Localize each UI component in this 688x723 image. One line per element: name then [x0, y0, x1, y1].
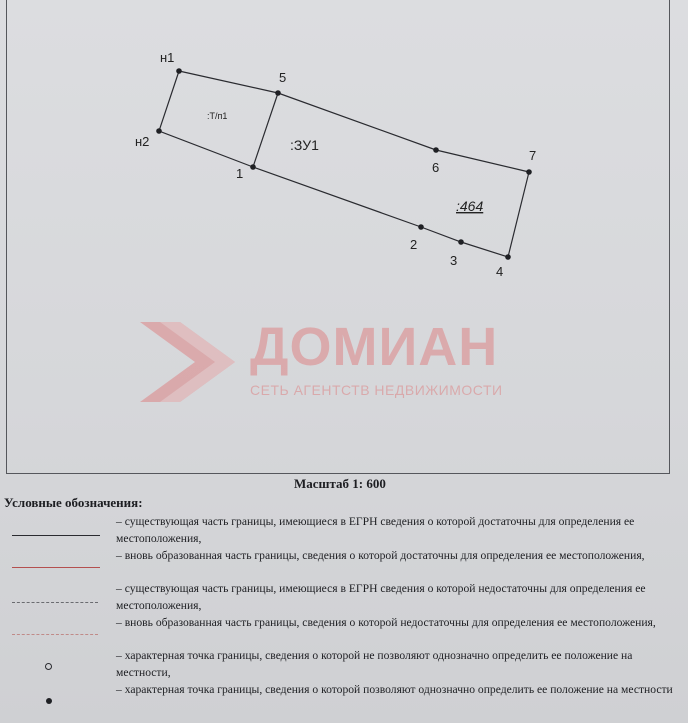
zone-label-464: :464 [456, 198, 484, 214]
legend-text: – существующая часть границы, имеющиеся в ЕГРН сведения о которой достаточны для определения ее местоположения, [116, 515, 635, 545]
dashed-line-red-icon [12, 634, 98, 635]
point-n1 [176, 68, 182, 74]
legend-text: – характерная точка границы, сведения о которой позволяют однозначно определить ее положение на местности [116, 683, 673, 696]
solid-line-red-icon [12, 567, 100, 568]
open-circle-icon [45, 663, 52, 670]
point-label-1: 1 [236, 166, 244, 181]
legend-text: – характерная точка границы, сведения о которой не позволяют однозначно определить ее положение на местности, [116, 649, 633, 679]
point-label-n1: н1 [160, 50, 175, 65]
point-label-3: 3 [450, 253, 458, 268]
point-2 [418, 224, 424, 230]
legend-text: – вновь образованная часть границы, сведения о которой недостаточны для определения ее местоположения, [116, 616, 656, 629]
point-label-6: 6 [432, 160, 440, 175]
point-7 [526, 169, 532, 175]
legend-text: – вновь образованная часть границы, сведения о которой достаточны для определения ее местоположения, [116, 549, 645, 562]
point-5 [275, 90, 281, 96]
point-label-4: 4 [496, 264, 504, 279]
point-label-2: 2 [410, 237, 418, 252]
point-4 [505, 254, 511, 260]
point-label-n2: н2 [135, 134, 150, 149]
watermark-name: ДОМИАН [250, 317, 499, 377]
watermark-subtitle: СЕТЬ АГЕНТСТВ НЕДВИЖИМОСТИ [250, 382, 503, 398]
point-6 [433, 147, 439, 153]
zone-label-zu1: :ЗУ1 [290, 137, 319, 153]
scale-label: Масштаб 1: 600 [294, 476, 386, 491]
legend-title: Условные обозначения: [4, 495, 143, 510]
dashed-line-black-icon [12, 602, 98, 603]
boundary-5-1 [253, 93, 278, 167]
point-3 [458, 239, 464, 245]
solid-line-black-icon [12, 535, 100, 536]
point-label-5: 5 [279, 70, 287, 85]
point-n2 [156, 128, 162, 134]
zone-label-tp1: :Т/п1 [207, 111, 228, 121]
point-1 [250, 164, 256, 170]
boundary-464 [253, 93, 529, 257]
point-label-7: 7 [529, 148, 537, 163]
filled-circle-icon [46, 698, 52, 704]
legend-text: – существующая часть границы, имеющиеся в ЕГРН сведения о которой недостаточны для определения ее местоположения, [116, 582, 646, 612]
